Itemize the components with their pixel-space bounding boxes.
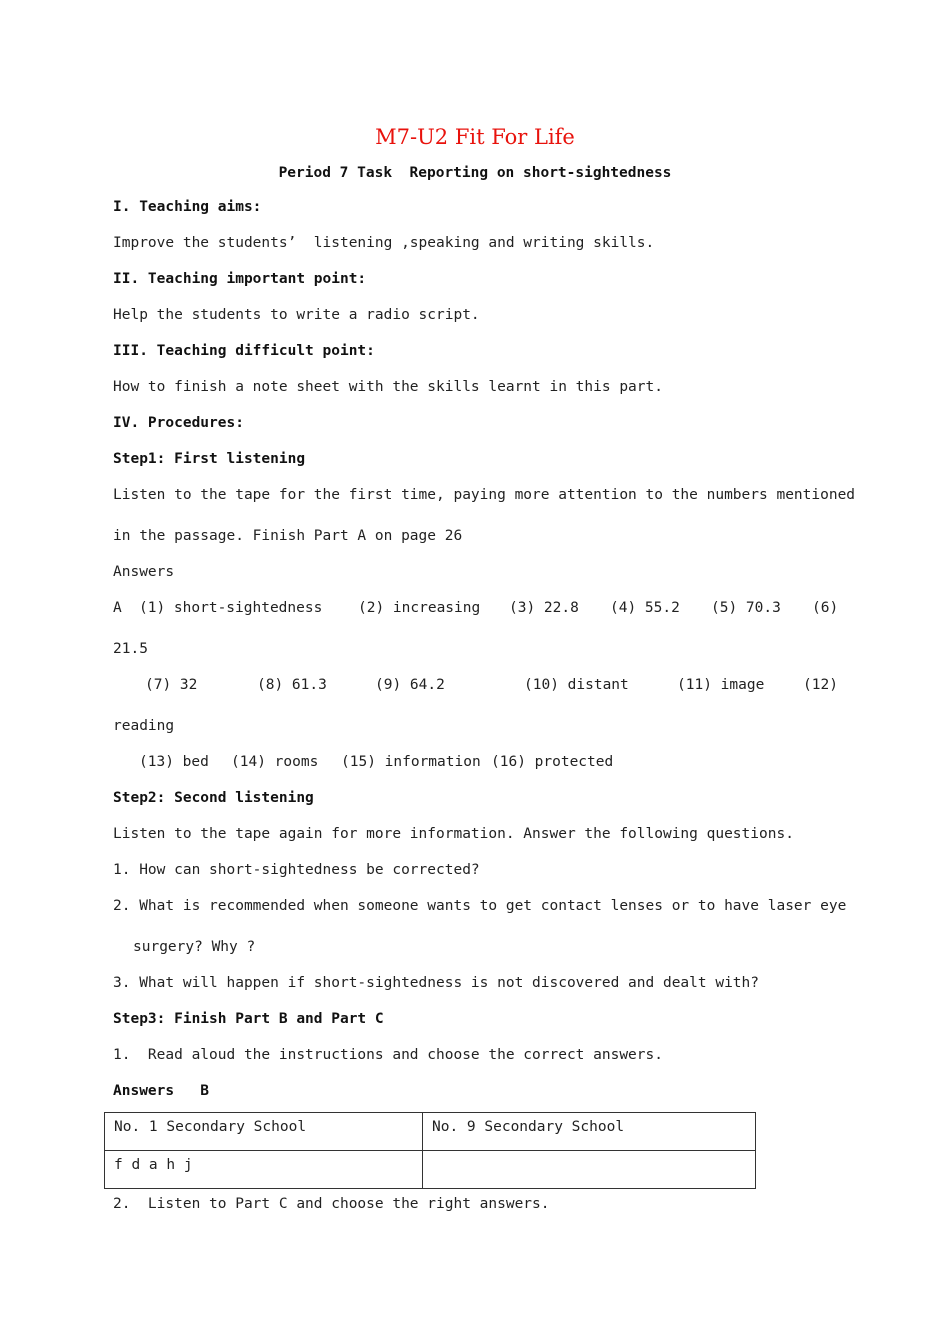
step3-item1: 1. Read aloud the instructions and choose the correct answers. [113,1047,663,1063]
answers-label: Answers [113,564,175,580]
document-title: M7-U2 Fit For Life [375,125,575,149]
answer-row1-prefix: A [113,600,122,616]
answer-item: (5) 70.3 [711,600,781,616]
table-row [105,1113,756,1151]
answer-item: (15) information [341,754,481,770]
procedures-heading: IV. Procedures: [113,415,244,431]
important-point-text: Help the students to write a radio script. [113,307,480,323]
answer-item: (14) rooms [231,754,319,770]
step3-heading: Step3: Finish Part B and Part C [113,1011,384,1027]
important-point-heading: II. Teaching important point: [113,271,367,287]
answer-item: (6) [812,600,839,616]
answer-item: (7) 32 [145,677,198,693]
question-1: 1. How can short-sightedness be corrected? [113,862,480,878]
table-row [105,1151,756,1189]
aims-heading: I. Teaching aims: [113,199,262,215]
question-2-line1: 2. What is recommended when someone wants to get contact lenses or to have laser eye [113,898,847,914]
aims-text: Improve the students’ listening ,speaking and writing skills. [113,235,655,251]
answer-item: (13) bed [139,754,209,770]
question-2-line2: surgery? Why ? [133,939,256,955]
answer-item: (8) 61.3 [257,677,327,693]
answer-item: (12) [803,677,838,693]
table-header-cell: No. 9 Secondary School [423,1113,756,1151]
answer-item: (2) increasing [358,600,481,616]
step2-text: Listen to the tape again for more information. Answer the following questions. [113,826,794,842]
answers-b-label: Answers B [113,1083,210,1099]
table-cell: f d a h j [105,1151,423,1189]
answer-row2-wrap: reading [113,718,175,734]
difficult-point-heading: III. Teaching difficult point: [113,343,375,359]
question-3: 3. What will happen if short-sightedness is not discovered and dealt with? [113,975,760,991]
answer-item: (16) protected [491,754,614,770]
answer-item: (4) 55.2 [610,600,680,616]
answer-row1-wrap: 21.5 [113,641,148,657]
step1-text-line1: Listen to the tape for the first time, paying more attention to the numbers mentioned [113,487,856,503]
answer-item: (11) image [677,677,765,693]
difficult-point-text: How to finish a note sheet with the skills learnt in this part. [113,379,663,395]
step2-heading: Step2: Second listening [113,790,314,806]
answer-item: (3) 22.8 [509,600,579,616]
table-cell [423,1151,756,1189]
step1-text-line2: in the passage. Finish Part A on page 26 [113,528,463,544]
step1-heading: Step1: First listening [113,451,306,467]
step3-item2: 2. Listen to Part C and choose the right answers. [113,1196,550,1212]
document-subtitle: Period 7 Task Reporting on short-sightedness [278,165,672,181]
answers-table [104,1112,756,1189]
answer-item: (1) short-sightedness [139,600,323,616]
table-header-cell: No. 1 Secondary School [105,1113,423,1151]
answer-item: (9) 64.2 [375,677,445,693]
answer-item: (10) distant [524,677,629,693]
